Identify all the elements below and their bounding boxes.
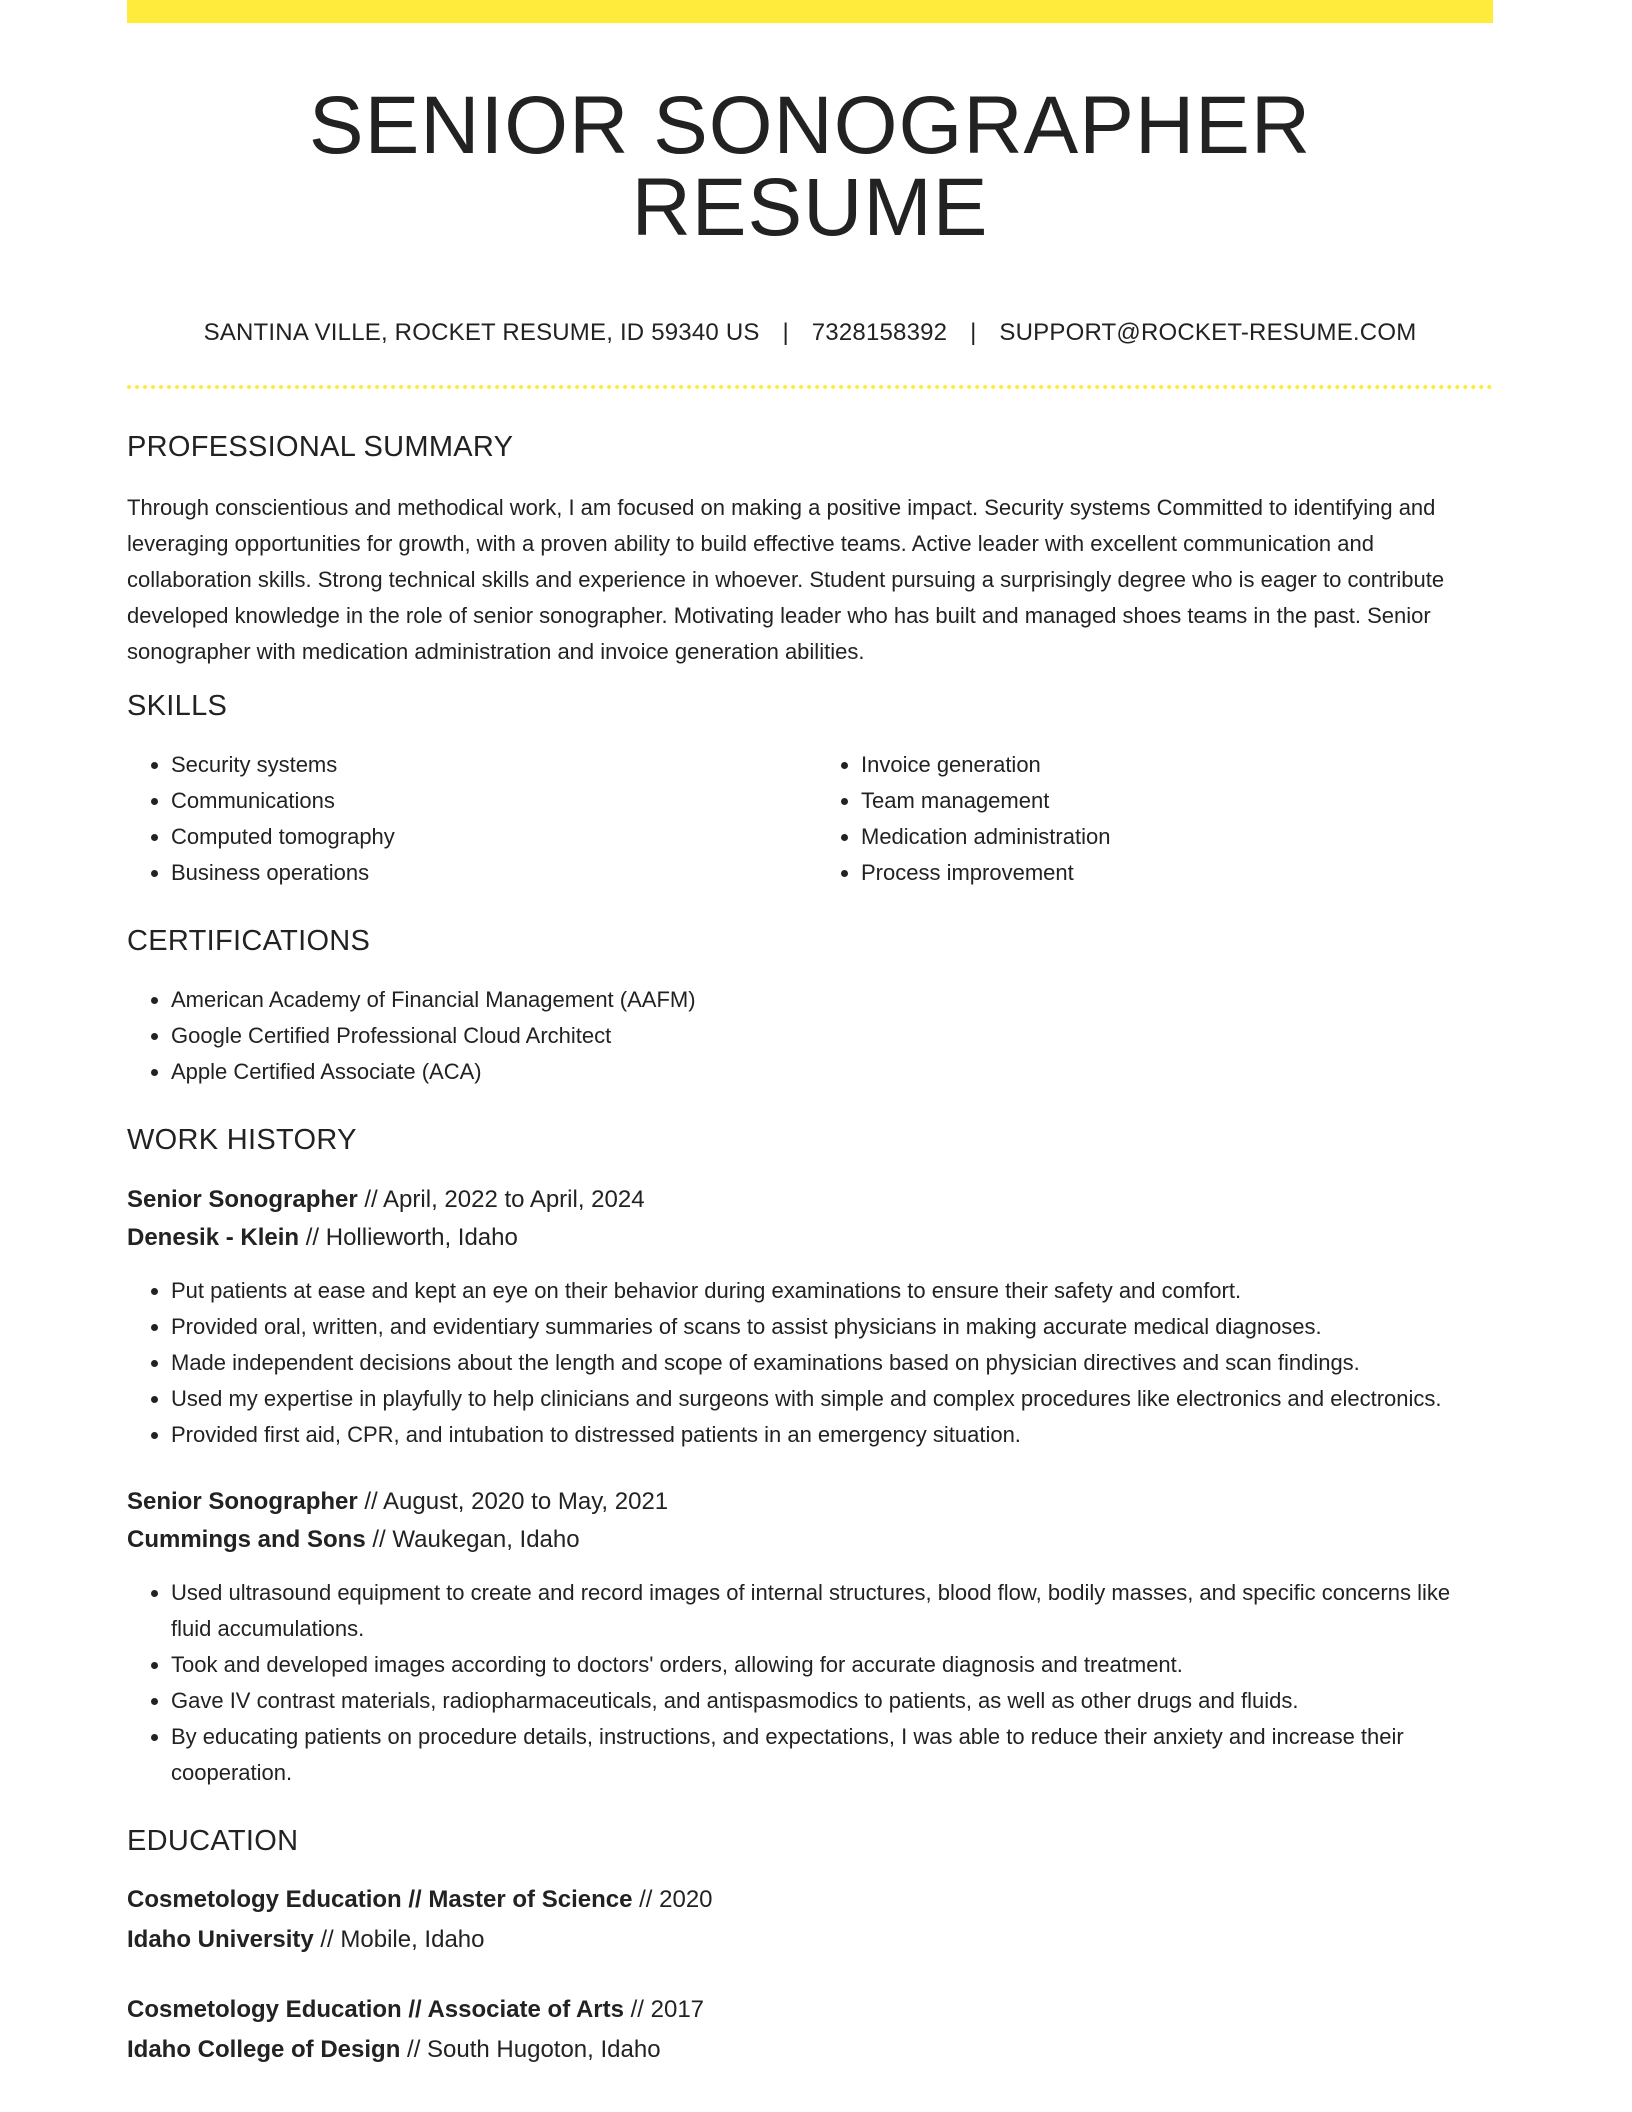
contact-separator: | bbox=[970, 319, 977, 346]
job-title-line bbox=[127, 1181, 1493, 1219]
certification-item: • Apple Certified Associate (ACA) bbox=[171, 1054, 1493, 1090]
job-company: Cummings and Sons bbox=[127, 1526, 366, 1553]
job-entry bbox=[127, 1483, 1493, 1791]
job-bullet: • Made independent decisions about the length and scope of examinations based on physician directives and scan findings. bbox=[171, 1345, 1493, 1381]
education-location: // Mobile, Idaho bbox=[313, 1926, 485, 1953]
job-title: Senior Sonographer bbox=[127, 1186, 358, 1213]
contact-address: SANTINA VILLE, ROCKET RESUME, ID 59340 US bbox=[203, 319, 760, 346]
education-degree-line bbox=[127, 1880, 1493, 1920]
skills-heading: SKILLS bbox=[127, 690, 228, 722]
job-bullet: • Used my expertise in playfully to help clinicians and surgeons with simple and complex procedures like electronics and electronics. bbox=[171, 1381, 1493, 1417]
contact-email: SUPPORT@ROCKET-RESUME.COM bbox=[999, 319, 1417, 346]
job-bullet: • Put patients at ease and kept an eye on their behavior during examinations to ensure their safety and comfort. bbox=[171, 1273, 1493, 1309]
skill-item: • Communications bbox=[171, 783, 801, 819]
skill-item: • Team management bbox=[861, 783, 1491, 819]
education-entry bbox=[127, 1880, 1493, 1960]
resume-page bbox=[127, 0, 1493, 2070]
job-bullet: • Provided oral, written, and evidentiary summaries of scans to assist physicians in making accurate medical diagnoses. bbox=[171, 1309, 1493, 1345]
job-company-line bbox=[127, 1521, 1493, 1559]
summary-heading: PROFESSIONAL SUMMARY bbox=[127, 431, 514, 463]
job-bullet: • Provided first aid, CPR, and intubation to distressed patients in an emergency situation. bbox=[171, 1417, 1493, 1453]
job-bullet: • Gave IV contrast materials, radiopharmaceuticals, and antispasmodics to patients, as well as other drugs and fluids. bbox=[171, 1683, 1493, 1719]
skills-grid bbox=[127, 747, 1493, 891]
job-entry bbox=[127, 1181, 1493, 1453]
summary-text: Through conscientious and methodical work, I am focused on making a positive impact. Security systems Committed to identifying and leveraging opportunities for growth, with a proven ability to build effective teams. Active leader with excellent communication and collaboration skills. Strong technical skills and experience in whoever. Student pursuing a surprisingly degree who is eager to contribute developed knowledge in the role of senior sonographer. Motivating leader who has built and managed shoes teams in the past. Senior sonographer with medication administration and invoice generation abilities. bbox=[127, 495, 1445, 664]
certification-item: • American Academy of Financial Management (AAFM) bbox=[171, 982, 1493, 1018]
education-heading: EDUCATION bbox=[127, 1825, 299, 1857]
job-company-line bbox=[127, 1219, 1493, 1257]
contact-line bbox=[127, 319, 1493, 347]
education-degree-line bbox=[127, 1990, 1493, 2030]
education-school-line bbox=[127, 1920, 1493, 1960]
education-entry bbox=[127, 1990, 1493, 2070]
accent-top-bar bbox=[127, 0, 1493, 23]
skills-list-left bbox=[127, 747, 801, 891]
job-bullet: • Took and developed images according to doctors' orders, allowing for accurate diagnosis and treatment. bbox=[171, 1647, 1493, 1683]
contact-separator: | bbox=[782, 319, 789, 346]
education-degree: Cosmetology Education // Associate of Arts bbox=[127, 1996, 624, 2023]
certifications-heading: CERTIFICATIONS bbox=[127, 925, 371, 957]
dotted-divider bbox=[127, 385, 1493, 389]
job-dates: // August, 2020 to May, 2021 bbox=[357, 1488, 669, 1515]
job-title-line bbox=[127, 1483, 1493, 1521]
certifications-list bbox=[127, 982, 1493, 1090]
education-degree: Cosmetology Education // Master of Science bbox=[127, 1886, 633, 1913]
skill-item: • Security systems bbox=[171, 747, 801, 783]
skill-item: • Process improvement bbox=[861, 855, 1491, 891]
education-year: // 2020 bbox=[632, 1886, 713, 1913]
job-location: // Hollieworth, Idaho bbox=[299, 1224, 518, 1251]
resume-title: SENIOR SONOGRAPHER RESUME bbox=[308, 80, 1312, 253]
education-year: // 2017 bbox=[623, 1996, 705, 2023]
education-school: Idaho University bbox=[127, 1926, 314, 1953]
job-location: // Waukegan, Idaho bbox=[365, 1526, 580, 1553]
job-bullet: • By educating patients on procedure details, instructions, and expectations, I was able to reduce their anxiety and increase their cooperation. bbox=[171, 1719, 1493, 1791]
certification-item: • Google Certified Professional Cloud Architect bbox=[171, 1018, 1493, 1054]
work-history-heading: WORK HISTORY bbox=[127, 1124, 357, 1156]
education-location: // South Hugoton, Idaho bbox=[400, 2036, 661, 2063]
job-company: Denesik - Klein bbox=[127, 1224, 300, 1251]
job-bullets bbox=[127, 1273, 1493, 1453]
education-school-line bbox=[127, 2030, 1493, 2070]
skill-item: • Invoice generation bbox=[861, 747, 1491, 783]
job-title: Senior Sonographer bbox=[127, 1488, 358, 1515]
skill-item: • Computed tomography bbox=[171, 819, 801, 855]
contact-phone: 7328158392 bbox=[811, 319, 948, 346]
skills-list-right bbox=[817, 747, 1491, 891]
job-bullets bbox=[127, 1575, 1493, 1791]
skill-item: • Medication administration bbox=[861, 819, 1491, 855]
job-dates: // April, 2022 to April, 2024 bbox=[357, 1186, 645, 1213]
job-bullet: • Used ultrasound equipment to create and record images of internal structures, blood flow, bodily masses, and specific concerns like fluid accumulations. bbox=[171, 1575, 1493, 1647]
skill-item: • Business operations bbox=[171, 855, 801, 891]
education-school: Idaho College of Design bbox=[127, 2036, 401, 2063]
